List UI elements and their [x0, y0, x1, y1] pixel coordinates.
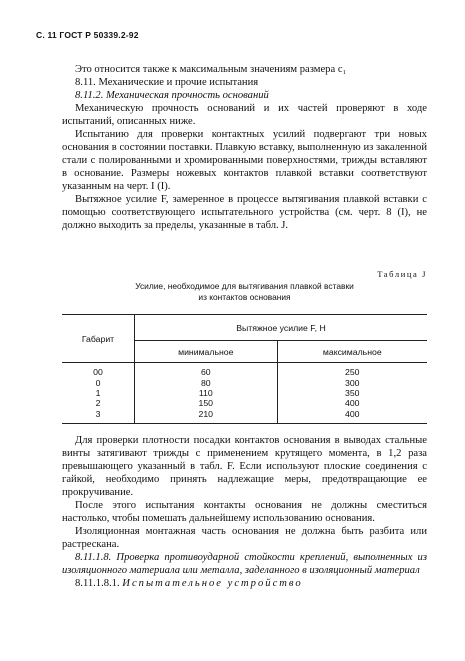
- cell-max: 400: [277, 409, 427, 424]
- text-block-bottom: [62, 434, 427, 590]
- cell-min: 60: [135, 363, 278, 378]
- cell-gabarit: 00: [93, 367, 103, 378]
- text-block-top: [62, 63, 427, 232]
- cell-max: 400: [277, 398, 427, 408]
- section-title-spaced: Испытательное устройство: [122, 578, 303, 589]
- table-row: [62, 363, 427, 378]
- paragraph-pull-force: Вытяжное усилие F, замеренное в процессе вытягивания плавкой вставки с помощью соответствующего испытательного устройства (см. черт. 8 (I), не должно выходить за пределы, указанные в табл. J.: [62, 194, 427, 231]
- section-heading-8-11-1-8: 8.11.1.8. Проверка противоударной стойкости креплений, выполненных из изоляционного материала или металла, заделанного в изоляционный материал: [62, 552, 427, 576]
- cell-gabarit: 0: [95, 377, 101, 388]
- cell-gabarit: 1: [95, 387, 101, 398]
- cell-max: 350: [277, 388, 427, 398]
- cell-min: 150: [135, 398, 278, 408]
- header-max: максимальное: [277, 341, 427, 363]
- table-row: [62, 409, 427, 424]
- section-heading-8-11: 8.11. Механические и прочие испытания: [75, 77, 259, 88]
- cell-min: 110: [135, 388, 278, 398]
- paragraph-insulation: Изоляционная монтажная часть основания не должна быть разбита или растрескана.: [62, 526, 427, 550]
- table-row: [62, 398, 427, 408]
- table-title: [62, 281, 427, 303]
- table-row: [62, 388, 427, 398]
- header-pull-force: Вытяжное усилие F, Н: [135, 315, 428, 341]
- table-header-row-1: [62, 315, 427, 341]
- cell-min: 80: [135, 377, 278, 387]
- header-min: минимальное: [135, 341, 278, 363]
- table-row: [62, 377, 427, 387]
- section-number: 8.11.1.8.1.: [75, 578, 120, 589]
- cell-min: 210: [135, 409, 278, 424]
- page-header: С. 11 ГОСТ Р 50339.2-92: [36, 30, 139, 40]
- pull-force-table: [62, 314, 427, 424]
- cell-max: 250: [277, 363, 427, 378]
- section-heading-8-11-1-8-1: [62, 577, 427, 590]
- cell-max: 300: [277, 377, 427, 387]
- paragraph-contact-test: Испытанию для проверки контактных усилий подвергают три новых основания в состоянии поставки. Плавкую вставку, выполненную из закаленной стали с полированными и хромированными поверхностями, трижды вставляют в основание. Размеры ножевых контактов плавкой вставки соответствуют указанным на черт. I (I).: [62, 129, 427, 192]
- paragraph-screw-test: Для проверки плотности посадки контактов основания в выводах стальные винты затягивают трижды с применением крутящего момента, в 1,2 раза превышающего указанный в табл. F. Если используют плоские соединения с гайкой, необходимо принять надлежащие меры, предотвращающие ее прокручивание.: [62, 435, 427, 498]
- paragraph-mech-strength: Механическую прочность оснований и их частей проверяют в ходе испытаний, описанных ниже.: [62, 103, 427, 127]
- table-title-line-1: Усилие, необходимое для вытягивания плавкой вставки: [135, 281, 354, 291]
- cell-gabarit: 3: [62, 409, 135, 424]
- table-title-line-2: из контактов основания: [198, 292, 291, 302]
- paragraph-c1: Это относится также к максимальным значениям размера с₁: [75, 64, 347, 75]
- section-heading-8-11-2: 8.11.2. Механическая прочность оснований: [75, 90, 269, 101]
- header-gabarit: Габарит: [62, 315, 135, 363]
- cell-gabarit: 2: [95, 398, 101, 409]
- table-caption: Таблица J: [377, 269, 427, 279]
- paragraph-after-test: После этого испытания контакты основания не должны сместиться настолько, чтобы помешать дальнейшему использованию основания.: [62, 500, 427, 524]
